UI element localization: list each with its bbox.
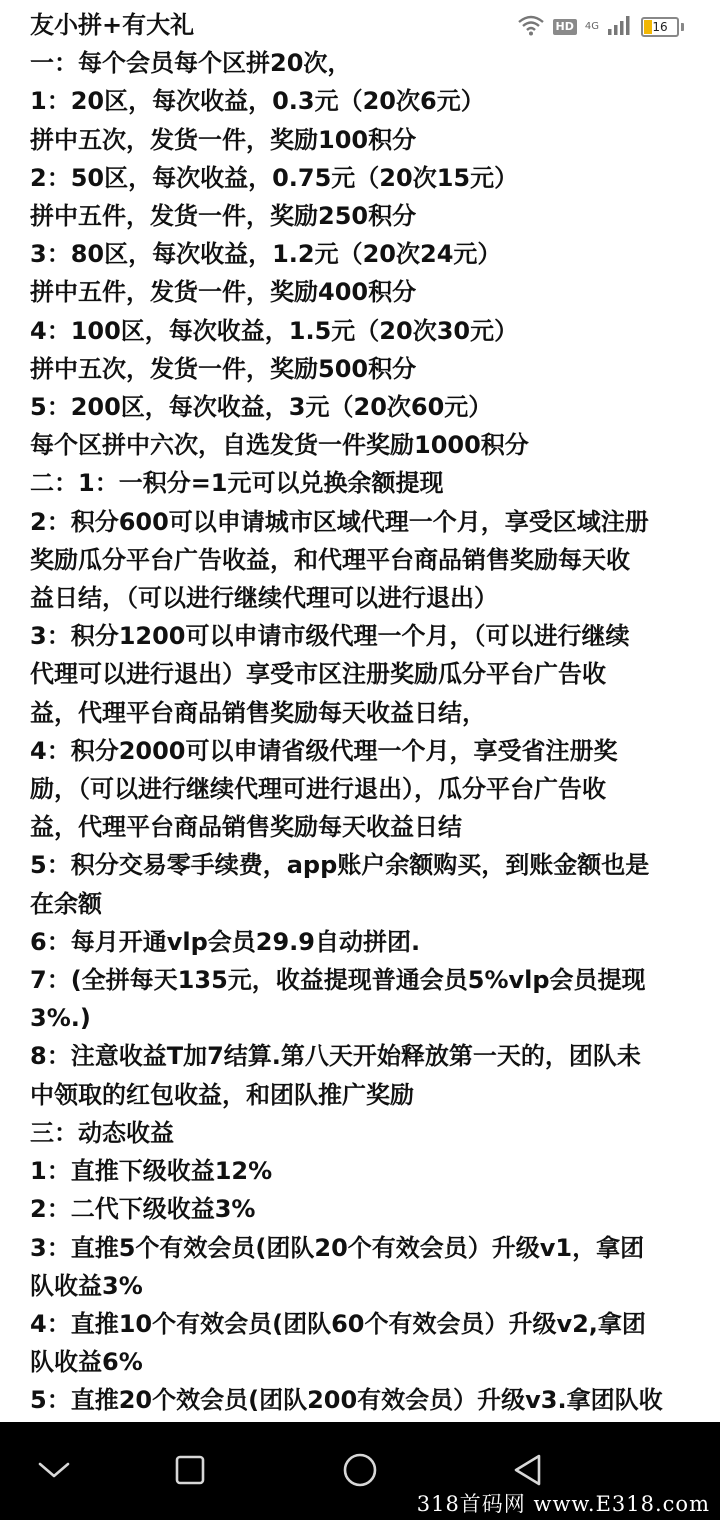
text-line: 1：20区，每次收益，0.3元（20次6元） [30, 87, 485, 116]
text-line: 在余额 [30, 889, 102, 918]
text-line: 励，（可以进行继续代理可进行退出），瓜分平台广告收 [30, 775, 606, 804]
text-line: 5：积分交易零手续费，app账户余额购买，到账金额也是 [30, 851, 650, 880]
battery-tip [681, 23, 684, 31]
status-bar [0, 0, 720, 56]
back-triangle-icon [511, 1452, 545, 1492]
text-line: 中领取的红包收益，和团队推广奖励 [30, 1080, 414, 1109]
text-line: 2：50区，每次收益，0.75元（20次15元） [30, 163, 519, 192]
collapse-button[interactable] [32, 1450, 76, 1494]
text-line: 4：100区，每次收益，1.5元（20次30元） [30, 316, 519, 345]
battery-icon [641, 17, 679, 37]
hd-badge: HD [553, 19, 577, 35]
text-line: 拼中五件，发货一件，奖励250积分 [30, 202, 417, 231]
watermark-text: 318首码网 www.E318.com [416, 1492, 710, 1516]
text-line: 拼中五次，发货一件，奖励100积分 [30, 125, 417, 154]
text-line: 4：积分2000可以申请省级代理一个月，享受省注册奖 [30, 736, 618, 765]
text-line: 每个区拼中六次，自选发货一件奖励1000积分 [30, 431, 529, 460]
text-line: 5：200区，每次收益，3元（20次60元） [30, 393, 493, 422]
home-button[interactable] [338, 1450, 382, 1494]
text-line: 一：每个会员每个区拼20次， [30, 49, 352, 78]
text-line-title: 友小拼+有大礼 [30, 11, 195, 39]
text-line: 队收益6% [30, 1348, 143, 1377]
signal-bars-icon [607, 14, 633, 40]
recents-button[interactable] [168, 1450, 212, 1494]
text-line: 3：积分1200可以申请市级代理一个月，（可以进行继续 [30, 622, 630, 651]
status-icons [517, 14, 684, 40]
text-line: 代理可以进行退出）享受市区注册奖励瓜分平台广告收 [30, 660, 606, 689]
text-line: 拼中五件，发货一件，奖励400积分 [30, 278, 417, 307]
wifi-icon [517, 14, 545, 40]
text-line: 奖励瓜分平台广告收益，和代理平台商品销售奖励每天收 [30, 545, 630, 574]
text-line: 6：每月开通vlp会员29.9自动拼团. [30, 927, 421, 956]
text-line: 2：二代下级收益3% [30, 1195, 256, 1224]
text-line: 3：直推5个有效会员(团队20个有效会员）升级v1，拿团 [30, 1233, 645, 1262]
text-line: 2：积分600可以申请城市区域代理一个月，享受区域注册 [30, 507, 649, 536]
text-line: 益，代理平台商品销售奖励每天收益日结， [30, 698, 486, 727]
text-line: 益日结，（可以进行继续代理可以进行退出） [30, 584, 498, 613]
home-circle-icon [342, 1452, 378, 1492]
text-line: 7：(全拼每天135元，收益提现普通会员5%vlp会员提现 [30, 966, 646, 995]
text-line: 益，代理平台商品销售奖励每天收益日结 [30, 813, 462, 842]
text-line: 队收益3% [30, 1271, 143, 1300]
text-line: 5：直推20个效会员(团队200有效会员）升级v3.拿团队收 [30, 1386, 663, 1415]
recents-square-icon [174, 1454, 206, 1490]
text-line: 1：直推下级收益12% [30, 1157, 273, 1186]
text-line: 3：80区，每次收益，1.2元（20次24元） [30, 240, 502, 269]
text-line: 8：注意收益T加7结算.第八天开始释放第一天的，团队未 [30, 1042, 641, 1071]
chevron-down-icon [37, 1460, 71, 1484]
network-type-label: 4G [584, 21, 599, 32]
text-line: 二：1：一积分=1元可以兑换余额提现 [30, 469, 444, 498]
text-line: 3%.) [30, 1004, 91, 1033]
message-content [30, 6, 696, 1422]
text-line: 4：直推10个有效会员(团队60个有效会员）升级v2,拿团 [30, 1309, 646, 1338]
battery-level-text: 16 [652, 20, 668, 34]
text-line: 三：动态收益 [30, 1118, 174, 1147]
system-navigation-bar [0, 1422, 720, 1520]
text-line: 拼中五次，发货一件，奖励500积分 [30, 354, 417, 383]
